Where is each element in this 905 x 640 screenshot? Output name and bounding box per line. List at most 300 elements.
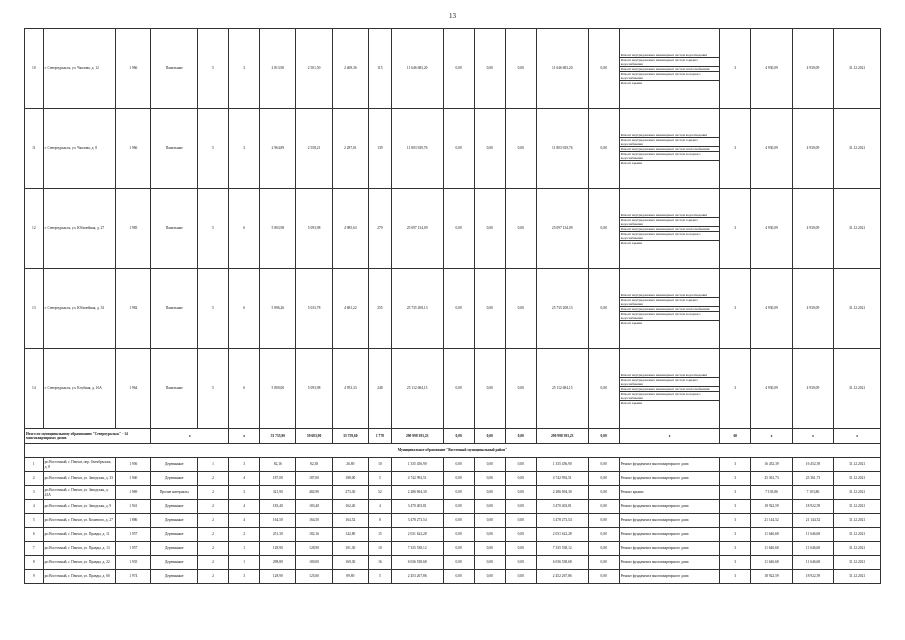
table-cell: 0,00	[443, 528, 474, 542]
table-cell: 2	[198, 542, 229, 556]
table-cell: 18 922,59	[751, 570, 792, 584]
table-cell: 89,80	[332, 570, 368, 584]
table-cell: 0,00	[588, 486, 619, 500]
table-cell: 10	[368, 458, 391, 472]
table-cell: 2 031 622,28	[536, 528, 588, 542]
table-cell: 128,90	[260, 542, 296, 556]
table-cell: 10	[25, 29, 44, 109]
table-cell: 3	[229, 29, 260, 109]
table-cell: 0,00	[505, 472, 536, 486]
table-cell: 0,00	[505, 570, 536, 584]
table-cell: 2 964,89	[260, 109, 296, 189]
table-cell: 3 470 403,81	[536, 500, 588, 514]
table-cell: Прочие материалы	[151, 486, 198, 500]
work-item: Ремонт внутридомовых инженерных систем теплоснабжения	[620, 147, 720, 152]
table-cell: 0,00	[505, 269, 536, 349]
work-item: Ремонт внутридомовых инженерных систем горячего водоснабжения	[620, 218, 720, 227]
section-header: Муниципальное образование "Восточный муниципальный район"	[25, 444, 881, 458]
table-cell: 25 097 134,09	[391, 189, 443, 269]
table-cell: 0,00	[505, 514, 536, 528]
table-cell: 0,00	[443, 486, 474, 500]
work-item: Ремонт внутридомовых инженерных систем холодного водоснабжения	[620, 232, 720, 241]
table-cell: 3	[720, 269, 751, 349]
table-cell: 164,52	[332, 514, 368, 528]
table-cell: x	[229, 429, 260, 444]
table-cell: x	[151, 429, 229, 444]
table-cell: x	[834, 429, 881, 444]
table-cell: 0,00	[588, 514, 619, 528]
table-cell: 3	[720, 486, 751, 500]
table-cell: Деревянные	[151, 472, 198, 486]
table-cell: 5	[368, 570, 391, 584]
work-item: Ремонт крыши	[620, 240, 643, 245]
table-cell: 3	[720, 189, 751, 269]
table-cell: 13	[25, 269, 44, 349]
table-cell: 31.12.2021	[834, 472, 881, 486]
table-cell: 0,00	[505, 500, 536, 514]
table-cell: г. Североуральск, ул. Юбилейная, д. 27	[43, 189, 116, 269]
work-item: Ремонт внутридомовых инженерных систем горячего водоснабжения	[620, 138, 720, 147]
work-item: Ремонт внутридомовых инженерных систем холодного водоснабжения	[620, 72, 720, 81]
table-cell: 0,00	[588, 556, 619, 570]
table-cell: 482,90	[296, 486, 332, 500]
work-item: Ремонт внутридомовых инженерных систем теплоснабжения	[620, 67, 720, 72]
table-cell: 164,50	[260, 514, 296, 528]
work-item: Ремонт внутридомовых инженерных систем горячего водоснабжения	[620, 58, 720, 67]
table-cell: Деревянные	[151, 514, 198, 528]
table-cell: 2	[229, 528, 260, 542]
table-cell: 255	[368, 269, 391, 349]
table-row	[25, 458, 881, 472]
table-cell: 0,00	[474, 458, 505, 472]
table-cell: 31.12.2021	[834, 542, 881, 556]
table-cell: 279	[368, 189, 391, 269]
table-cell: 0,00	[588, 269, 619, 349]
table-cell: рп Восточный, г. Пенчат, ул. Правды, д. 22	[43, 556, 116, 570]
table-cell: 5	[368, 472, 391, 486]
table-cell: 4 742 992,51	[536, 472, 588, 486]
table-cell: 0,00	[474, 29, 505, 109]
work-item: Ремонт внутридомовых инженерных систем горячего водоснабжения	[620, 298, 720, 307]
total-row	[25, 429, 881, 444]
table-cell: 11 803 929,76	[391, 109, 443, 189]
table-cell: 4 930,09	[792, 269, 833, 349]
table-row	[25, 514, 881, 528]
table-cell: 7 335 538,12	[536, 542, 588, 556]
table-cell: 0,00	[474, 269, 505, 349]
table-cell: 3	[229, 458, 260, 472]
table-cell: Ремонт фундамента многоквартирного дома	[619, 472, 720, 486]
table-cell: 4 930,09	[751, 269, 792, 349]
table-cell: 1 940	[116, 472, 151, 486]
table-cell: Деревянные	[151, 458, 198, 472]
table-cell: 4 930,09	[751, 349, 792, 429]
table-cell: 31.12.2021	[834, 349, 881, 429]
table-cell: 0,00	[588, 570, 619, 584]
table-cell: Итого по муниципальному образованию "Североуральск" - 14 многоквартирных домов	[25, 429, 151, 444]
table-cell: 1	[198, 458, 229, 472]
table-cell: 4	[229, 500, 260, 514]
table-row	[25, 29, 881, 109]
table-cell: Панельные	[151, 269, 198, 349]
table-cell: 31.12.2021	[834, 458, 881, 472]
table-row	[25, 189, 881, 269]
table-cell: 2 452 267,86	[536, 570, 588, 584]
table-cell: 0,00	[588, 29, 619, 109]
work-item: Ремонт внутридомовых инженерных систем водоотведения	[620, 373, 720, 378]
table-cell: 8	[368, 514, 391, 528]
table-row	[25, 528, 881, 542]
table-cell: 5	[198, 349, 229, 429]
table-cell: г. Североуральск, ул. Клубная, д. 16А	[43, 349, 116, 429]
table-cell: 1 966	[116, 109, 151, 189]
table-cell: 2	[198, 570, 229, 584]
works-list	[619, 29, 720, 109]
table-cell: 25 361,73	[792, 472, 833, 486]
table-cell: 25 735 208,13	[391, 269, 443, 349]
table-cell: 11 803 929,76	[536, 109, 588, 189]
table-cell: 0,00	[474, 189, 505, 269]
work-item: Ремонт внутридомовых инженерных систем теплоснабжения	[620, 387, 720, 392]
works-list	[619, 189, 720, 269]
table-cell: 2 558,21	[296, 109, 332, 189]
table-cell: 11 646 683,20	[536, 29, 588, 109]
table-cell: 0,00	[474, 500, 505, 514]
table-cell: Ремонт фундамента многоквартирного дома	[619, 514, 720, 528]
table-cell: 1	[229, 556, 260, 570]
table-cell: 0,00	[474, 109, 505, 189]
table-cell: 6	[229, 189, 260, 269]
table-cell: 115	[368, 29, 391, 109]
table-cell: рп Восточный, г. Пенчат, ул. Заводская, д. 43А	[43, 486, 116, 500]
table-cell: 3	[720, 109, 751, 189]
table-cell: 3	[720, 472, 751, 486]
table-cell: 1 935	[116, 556, 151, 570]
table-cell: Ремонт фундамента многоквартирного дома	[619, 570, 720, 584]
table-cell: 35 759,60	[332, 429, 368, 444]
table-cell: 5 803,98	[260, 189, 296, 269]
table-cell: 2 286 694,30	[391, 486, 443, 500]
table-cell: 5	[25, 514, 44, 528]
table-cell: 11 646,68	[751, 528, 792, 542]
table-cell: 0,00	[474, 429, 505, 444]
table-cell: x	[792, 429, 833, 444]
table-cell: 12	[25, 189, 44, 269]
table-cell: 5 896,26	[260, 269, 296, 349]
work-item: Ремонт внутридомовых инженерных систем холодного водоснабжения	[620, 392, 720, 401]
table-cell: 1 969	[116, 486, 151, 500]
table-cell: 31.12.2021	[834, 109, 881, 189]
table-cell: 11 646,68	[751, 556, 792, 570]
table-row	[25, 570, 881, 584]
table-cell: 0,00	[474, 542, 505, 556]
table-cell: 188,00	[332, 472, 368, 486]
work-item: Ремонт внутридомовых инженерных систем теплоснабжения	[620, 227, 720, 232]
table-cell: 0,00	[443, 542, 474, 556]
table-cell: 0,00	[443, 458, 474, 472]
table-cell: 6 036 538,68	[536, 556, 588, 570]
works-list	[619, 109, 720, 189]
table-cell: 53 735,90	[260, 429, 296, 444]
table-cell: 3	[720, 570, 751, 584]
table-row	[25, 472, 881, 486]
table-cell: 2 286 694,30	[536, 486, 588, 500]
work-item: Ремонт крыши	[620, 160, 643, 165]
table-cell: 1 982	[116, 269, 151, 349]
table-cell: 3	[720, 29, 751, 109]
work-item: Ремонт внутридомовых инженерных систем водоотведения	[620, 133, 720, 138]
table-cell: 125,00	[296, 570, 332, 584]
table-cell: 18 922,59	[792, 570, 833, 584]
table-cell: 4 930,09	[792, 189, 833, 269]
table-cell: 0,00	[588, 109, 619, 189]
table-row	[25, 500, 881, 514]
table-cell: 2 469,36	[332, 29, 368, 109]
table-cell: 31.12.2021	[834, 528, 881, 542]
works-list	[619, 269, 720, 349]
table-cell: 4	[368, 500, 391, 514]
table-cell: 5	[198, 189, 229, 269]
work-item: Ремонт внутридомовых инженерных систем холодного водоснабжения	[620, 152, 720, 161]
table-cell: 16	[368, 556, 391, 570]
table-cell: 0,00	[588, 349, 619, 429]
table-cell: 1 966	[116, 29, 151, 109]
table-cell: 3	[720, 500, 751, 514]
table-cell: 31.12.2021	[834, 189, 881, 269]
table-cell: 0,00	[588, 500, 619, 514]
table-cell: 0,00	[443, 349, 474, 429]
work-item: Ремонт крыши	[620, 400, 643, 405]
table-cell: 3	[720, 349, 751, 429]
table-cell: 5 800,00	[260, 349, 296, 429]
table-cell: Деревянные	[151, 570, 198, 584]
table-cell: 1 964	[116, 349, 151, 429]
table-cell: рп Восточный, г. Пенчат, ул. Правды, д. 13	[43, 542, 116, 556]
table-cell: 31.12.2021	[834, 486, 881, 500]
table-row	[25, 269, 881, 349]
table-cell: 0,00	[443, 472, 474, 486]
table-cell: 180,00	[296, 556, 332, 570]
table-cell: 1 335 456,90	[391, 458, 443, 472]
table-cell: 2 031 622,28	[391, 528, 443, 542]
table-cell: 3	[720, 542, 751, 556]
works-list	[619, 349, 720, 429]
table-cell: 4 953,33	[332, 349, 368, 429]
table-cell: 2	[198, 556, 229, 570]
table-cell: 321,90	[260, 486, 296, 500]
table-cell: 11 646,68	[792, 556, 833, 570]
table-cell: 25 112 684,15	[391, 349, 443, 429]
table-cell: 1 778	[368, 429, 391, 444]
table-cell: 18 922,59	[751, 500, 792, 514]
table-cell: 128,90	[260, 570, 296, 584]
table-cell: 11 646,68	[751, 542, 792, 556]
table-cell: 21 144,52	[751, 514, 792, 528]
table-cell: 2	[198, 486, 229, 500]
table-cell: 2 453 267,86	[391, 570, 443, 584]
table-cell: 182,16	[296, 528, 332, 542]
work-item: Ремонт внутридомовых инженерных систем водоотведения	[620, 293, 720, 298]
table-cell: 3	[229, 570, 260, 584]
table-cell: 4	[25, 500, 44, 514]
table-cell: 2 287,01	[332, 109, 368, 189]
work-item: Ремонт внутридомовых инженерных систем водоотведения	[620, 53, 720, 58]
table-cell: 2	[25, 472, 44, 486]
table-cell: 1 335 456,90	[536, 458, 588, 472]
table-cell: 0,00	[474, 556, 505, 570]
table-row	[25, 109, 881, 189]
table-row	[25, 542, 881, 556]
table-cell: 5	[198, 29, 229, 109]
table-cell: 18 922,59	[792, 500, 833, 514]
table-cell: 0,00	[443, 570, 474, 584]
table-cell: 0,00	[443, 500, 474, 514]
table-cell: 162,40	[332, 500, 368, 514]
table-cell: 4 930,09	[751, 109, 792, 189]
table-cell: 248	[368, 349, 391, 429]
table-cell: 2	[198, 528, 229, 542]
table-cell: 4 985,63	[332, 189, 368, 269]
table-cell: 5	[198, 269, 229, 349]
table-cell: 0,00	[588, 429, 619, 444]
table-cell: рп Восточный, г. Пенчат, ул. Правды, д. 60	[43, 570, 116, 584]
table-cell: 0,00	[474, 486, 505, 500]
table-cell: 183,40	[296, 500, 332, 514]
table-row	[25, 486, 881, 500]
table-cell: 3	[720, 528, 751, 542]
table-cell: 31.12.2021	[834, 29, 881, 109]
table-cell: 31.12.2021	[834, 570, 881, 584]
table-cell: 0,00	[588, 458, 619, 472]
table-cell: 1 974	[116, 570, 151, 584]
table-cell: 0,00	[505, 556, 536, 570]
table-cell: г. Североуральск, ул. Юбилейная, д. 33	[43, 269, 116, 349]
table-cell: 1 985	[116, 189, 151, 269]
table-cell: 0,00	[588, 542, 619, 556]
table-cell: 2	[198, 472, 229, 486]
table-cell: Ремонт крыши	[619, 486, 720, 500]
table-cell: 128,90	[296, 542, 332, 556]
table-cell: рп Восточный, г. Пенчат, ул. Заводская, д. 9	[43, 500, 116, 514]
table-cell: Ремонт фундамента многоквартирного дома	[619, 458, 720, 472]
table-cell: 4	[229, 472, 260, 486]
table-cell: 0,00	[588, 528, 619, 542]
table-cell: 25 361,73	[751, 472, 792, 486]
table-cell: 2 501,50	[296, 29, 332, 109]
table-cell: 3	[229, 109, 260, 189]
table-cell: Ремонт фундамента многоквартирного дома	[619, 542, 720, 556]
table-cell: 4 930,09	[792, 109, 833, 189]
table-cell: 290 998 393,23	[536, 429, 588, 444]
table-cell: 0,00	[474, 472, 505, 486]
table-cell: 26,80	[332, 458, 368, 472]
table-cell: 52	[368, 486, 391, 500]
table-cell: 10	[368, 542, 391, 556]
table-cell: рп Восточный, г. Пенчат, ул. Заводская, д. 33	[43, 472, 116, 486]
table-cell: г. Североуральск, ул. Чкалова, д. 8	[43, 109, 116, 189]
work-item: Ремонт внутридомовых инженерных систем холодного водоснабжения	[620, 312, 720, 321]
table-cell: 60	[720, 429, 751, 444]
table-cell: 3 470 403,81	[391, 500, 443, 514]
table-cell: 3	[25, 486, 44, 500]
table-cell: 0,00	[474, 514, 505, 528]
table-cell: 2	[198, 500, 229, 514]
capital-repair-table	[24, 28, 881, 584]
table-cell: 0,00	[443, 269, 474, 349]
table-cell: 7 103,86	[751, 486, 792, 500]
table-cell: 25 735 208,13	[536, 269, 588, 349]
table-cell: 4 742 992,51	[391, 472, 443, 486]
table-cell: 0,00	[505, 528, 536, 542]
table-cell: 0,00	[443, 514, 474, 528]
table-cell: 7	[25, 542, 44, 556]
table-cell: 25 112 684,15	[536, 349, 588, 429]
table-cell: 82,38	[296, 458, 332, 472]
table-row	[25, 349, 881, 429]
table-cell: 251,30	[260, 528, 296, 542]
table-cell: 298,80	[260, 556, 296, 570]
table-cell: Ремонт фундамента многоквартирного дома	[619, 500, 720, 514]
table-cell: 183,40	[260, 500, 296, 514]
table-cell: 0,00	[505, 458, 536, 472]
table-cell: 1 957	[116, 542, 151, 556]
table-cell: 4 681,22	[332, 269, 368, 349]
table-cell: 290 998 393,23	[391, 429, 443, 444]
table-cell: 0,00	[505, 542, 536, 556]
table-cell: 169,30	[332, 556, 368, 570]
table-cell: 14	[25, 349, 44, 429]
table-cell: 187,00	[260, 472, 296, 486]
work-item: Ремонт крыши	[620, 320, 643, 325]
table-cell: 0,00	[505, 429, 536, 444]
table-cell: x	[751, 429, 792, 444]
table-cell: 5 093,98	[296, 349, 332, 429]
table-cell: 4 930,09	[751, 189, 792, 269]
table-cell: 5	[198, 109, 229, 189]
page-number: 13	[449, 12, 456, 20]
work-item: Ремонт внутридомовых инженерных систем горячего водоснабжения	[620, 378, 720, 387]
table-cell: 0,00	[443, 29, 474, 109]
table-cell: 31.12.2021	[834, 500, 881, 514]
table-cell: 11	[25, 109, 44, 189]
table-cell: 1	[25, 458, 44, 472]
table-cell: 3 478 273,54	[536, 514, 588, 528]
table-cell: 2 813,90	[260, 29, 296, 109]
table-cell: Панельные	[151, 109, 198, 189]
table-cell: 16 452,39	[751, 458, 792, 472]
table-cell: 6	[229, 349, 260, 429]
table-cell: 11 646,68	[792, 528, 833, 542]
table-cell: 0,00	[474, 349, 505, 429]
table-cell: 0,00	[588, 472, 619, 486]
table-cell: 6 036 538,68	[391, 556, 443, 570]
table-cell: Деревянные	[151, 556, 198, 570]
table-cell: 3	[720, 458, 751, 472]
table-cell: 1 941	[116, 500, 151, 514]
table-cell: 31.12.2021	[834, 514, 881, 528]
table-cell: 0,00	[443, 109, 474, 189]
table-cell: 11 646 683,20	[391, 29, 443, 109]
table-cell: 9	[25, 570, 44, 584]
table-cell: Ремонт фундамента многоквартирного дома	[619, 528, 720, 542]
table-cell: 21 144,52	[792, 514, 833, 528]
table-cell: Деревянные	[151, 542, 198, 556]
table-cell: 25 097 134,09	[536, 189, 588, 269]
table-cell: 7 103,86	[792, 486, 833, 500]
table-cell: 5 093,98	[296, 189, 332, 269]
table-cell: Деревянные	[151, 528, 198, 542]
table-cell: x	[619, 429, 720, 444]
